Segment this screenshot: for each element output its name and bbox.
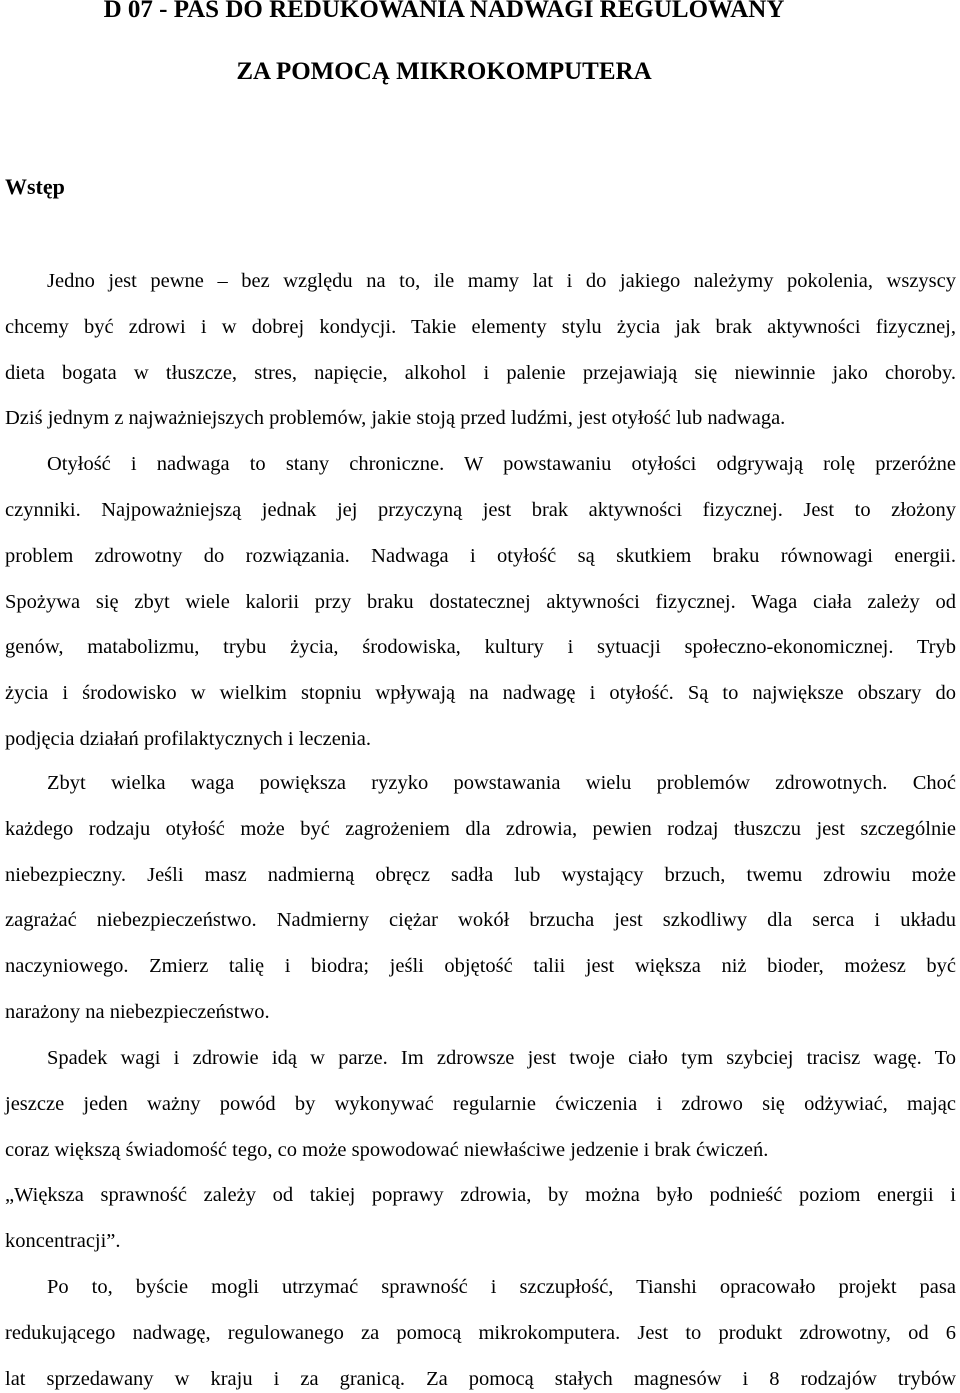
paragraph-1	[5, 259, 956, 763]
paragraph-line: naczyniowego. Zmierz talię i biodra; jeśli objętość talii jest większa niż bioder, możesz być	[5, 955, 956, 978]
paragraph-line: Zbyt wielka waga powiększa ryzyko powstawania wielu problemów zdrowotnych. Choć	[47, 772, 956, 794]
paragraph-line: Spadek wagi i zdrowie idą w parze. Im zdrowsze jest twoje ciało tym szybciej tracisz wagę. To	[47, 1047, 956, 1069]
paragraph-line: koncentracji”.	[5, 1230, 121, 1253]
paragraph-line: każdego rodzaju otyłość może być zagrożeniem dla zdrowia, pewien rodzaj tłuszczu jest szczególnie	[5, 817, 956, 840]
paragraph-line: czynniki. Najpoważniejszą jednak jej przyczyną jest brak aktywności fizycznej. Jest to złożony	[5, 498, 956, 521]
document-title-line-2: ZA POMOCĄ MIKROKOMPUTERA	[236, 58, 652, 85]
paragraph-line: genów, matabolizmu, trybu życia, środowiska, kultury i sytuacji społeczno-ekonomicznej. Tryb	[5, 636, 956, 659]
paragraph-3	[5, 1036, 956, 1265]
paragraph-line: Otyłość i nadwaga to stany chroniczne. W powstawaniu otyłości odgrywają rolę przeróżne	[47, 453, 956, 476]
paragraph-line: „Większa sprawność zależy od takiej poprawy zdrowia, by można było podnieść poziom energii i	[5, 1184, 956, 1207]
paragraph-line: jeszcze jeden ważny powód by wykonywać regularnie ćwiczenia i zdrowo się odżywiać, mając	[5, 1092, 956, 1115]
section-heading-intro: Wstęp	[5, 174, 65, 199]
paragraph-line: redukującego nadwagę, regulowanego za pomocą mikrokomputera. Jest to produkt zdrowotny, od 6	[5, 1321, 956, 1344]
document-title-line-1: D 07 - PAS DO REDUKOWANIA NADWAGI REGULOWANY	[103, 0, 785, 23]
paragraph-line: Spożywa się zbyt wiele kalorii przy braku dostatecznej aktywności fizycznej. Waga ciała zależy od	[5, 590, 956, 613]
paragraph-line: coraz większą świadomość tego, co może spowodować niewłaściwe jedzenie i brak ćwiczeń.	[5, 1138, 769, 1161]
paragraph-line: chcemy być zdrowi i w dobrej kondycji. Takie elementy stylu życia jak brak aktywności fizycznej,	[5, 315, 956, 338]
paragraph-line: Jedno jest pewne – bez względu na to, ile mamy lat i do jakiego należymy pokolenia, wszyscy	[47, 270, 956, 292]
paragraph-line: zagrażać niebezpieczeństwo. Nadmierny ciężar wokół brzucha jest szkodliwy dla serca i układu	[5, 909, 956, 932]
paragraph-4	[5, 1265, 956, 1393]
paragraph-line: narażony na niebezpieczeństwo.	[5, 1000, 270, 1023]
paragraph-line: podjęcia działań profilaktycznych i leczenia.	[5, 727, 371, 750]
paragraph-line: lat sprzedawany w kraju i za granicą. Za pomocą stałych magnesów i 8 rodzajów trybów	[5, 1367, 956, 1390]
paragraph-line: dieta bogata w tłuszcze, stres, napięcie, alkohol i palenie przejawiają się niewinnie jako choroby.	[5, 361, 956, 384]
paragraph-line: niebezpieczny. Jeśli masz nadmierną obręcz sadła lub wystający brzuch, twemu zdrowiu może	[5, 863, 956, 886]
paragraph-line: życia i środowisko w wielkim stopniu wpływają na nadwagę i otyłość. Są to największe obszary do	[5, 682, 956, 705]
paragraph-line: Dziś jednym z najważniejszych problemów, jakie stoją przed ludźmi, jest otyłość lub nadwaga.	[5, 407, 786, 430]
paragraph-line: Po to, byście mogli utrzymać sprawność i szczupłość, Tianshi opracowało projekt pasa	[47, 1276, 956, 1298]
paragraph-2	[5, 761, 956, 1036]
paragraph-line: problem zdrowotny do rozwiązania. Nadwaga i otyłość są skutkiem braku równowagi energii.	[5, 544, 956, 567]
